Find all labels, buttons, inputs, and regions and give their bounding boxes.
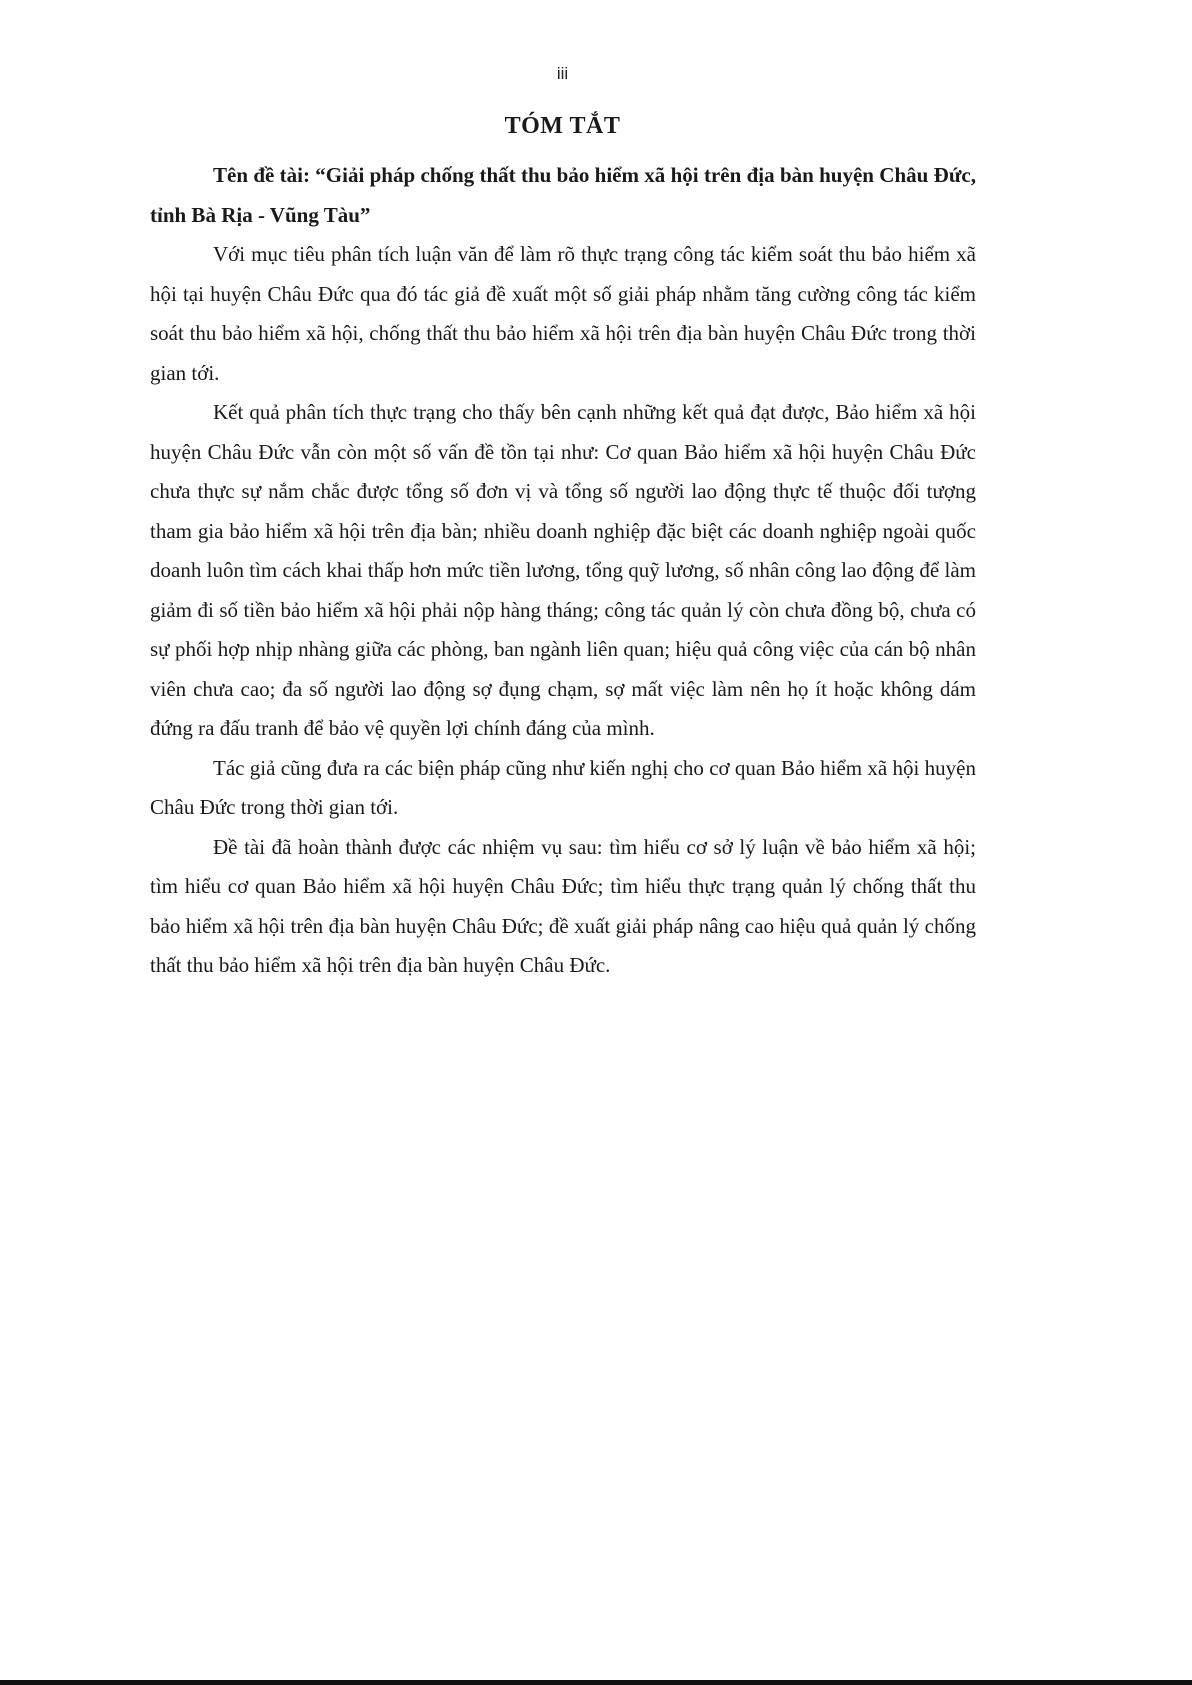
page-title: TÓM TẮT [504,113,621,139]
bottom-border [0,1680,1192,1685]
paragraph-findings: Kết quả phân tích thực trạng cho thấy bên cạnh những kết quả đạt được, Bảo hiểm xã hội huyện Châu Đức vẫn còn một số vấn đề tồn tại như: Cơ quan Bảo hiểm xã hội huyện Châu Đức chưa thực sự nắm chắc được tổng số đơn vị và tổng số người lao động thực tế thuộc đối tượng tham gia bảo hiểm xã hội trên địa bàn; nhiều doanh nghiệp đặc biệt các doanh nghiệp ngoài quốc doanh luôn tìm cách khai thấp hơn mức tiền lương, tổng quỹ lương, số nhân công lao động để làm giảm đi số tiền bảo hiểm xã hội phải nộp hàng tháng; công tác quản lý còn chưa đồng bộ, chưa có sự phối hợp nhịp nhàng giữa các phòng, ban ngành liên quan; hiệu quả công việc của cán bộ nhân viên chưa cao; đa số người lao động sợ đụng chạm, sợ mất việc làm nên họ ít hoặc không dám đứng ra đấu tranh để bảo vệ quyền lợi chính đáng của mình. [150,400,976,740]
document-body [150,156,976,986]
paragraph-tasks: Đề tài đã hoàn thành được các nhiệm vụ sau: tìm hiểu cơ sở lý luận về bảo hiểm xã hội; tìm hiểu cơ quan Bảo hiểm xã hội huyện Châu Đức; tìm hiểu thực trạng quản lý chống thất thu bảo hiểm xã hội trên địa bàn huyện Châu Đức; đề xuất giải pháp nâng cao hiệu quả quản lý chống thất thu bảo hiểm xã hội trên địa bàn huyện Châu Đức. [150,834,976,977]
page-number: iii [556,64,569,83]
topic-heading: Tên đề tài: “Giải pháp chống thất thu bảo hiểm xã hội trên địa bàn huyện Châu Đức, tỉnh Bà Rịa - Vũng Tàu” [150,163,976,227]
paragraph-objective: Với mục tiêu phân tích luận văn để làm rõ thực trạng công tác kiểm soát thu bảo hiểm xã hội tại huyện Châu Đức qua đó tác giả đề xuất một số giải pháp nhằm tăng cường công tác kiểm soát thu bảo hiểm xã hội, chống thất thu bảo hiểm xã hội trên địa bàn huyện Châu Đức trong thời gian tới. [150,242,976,385]
paragraph-recommendations: Tác giả cũng đưa ra các biện pháp cũng như kiến nghị cho cơ quan Bảo hiểm xã hội huyện Châu Đức trong thời gian tới. [150,755,976,819]
